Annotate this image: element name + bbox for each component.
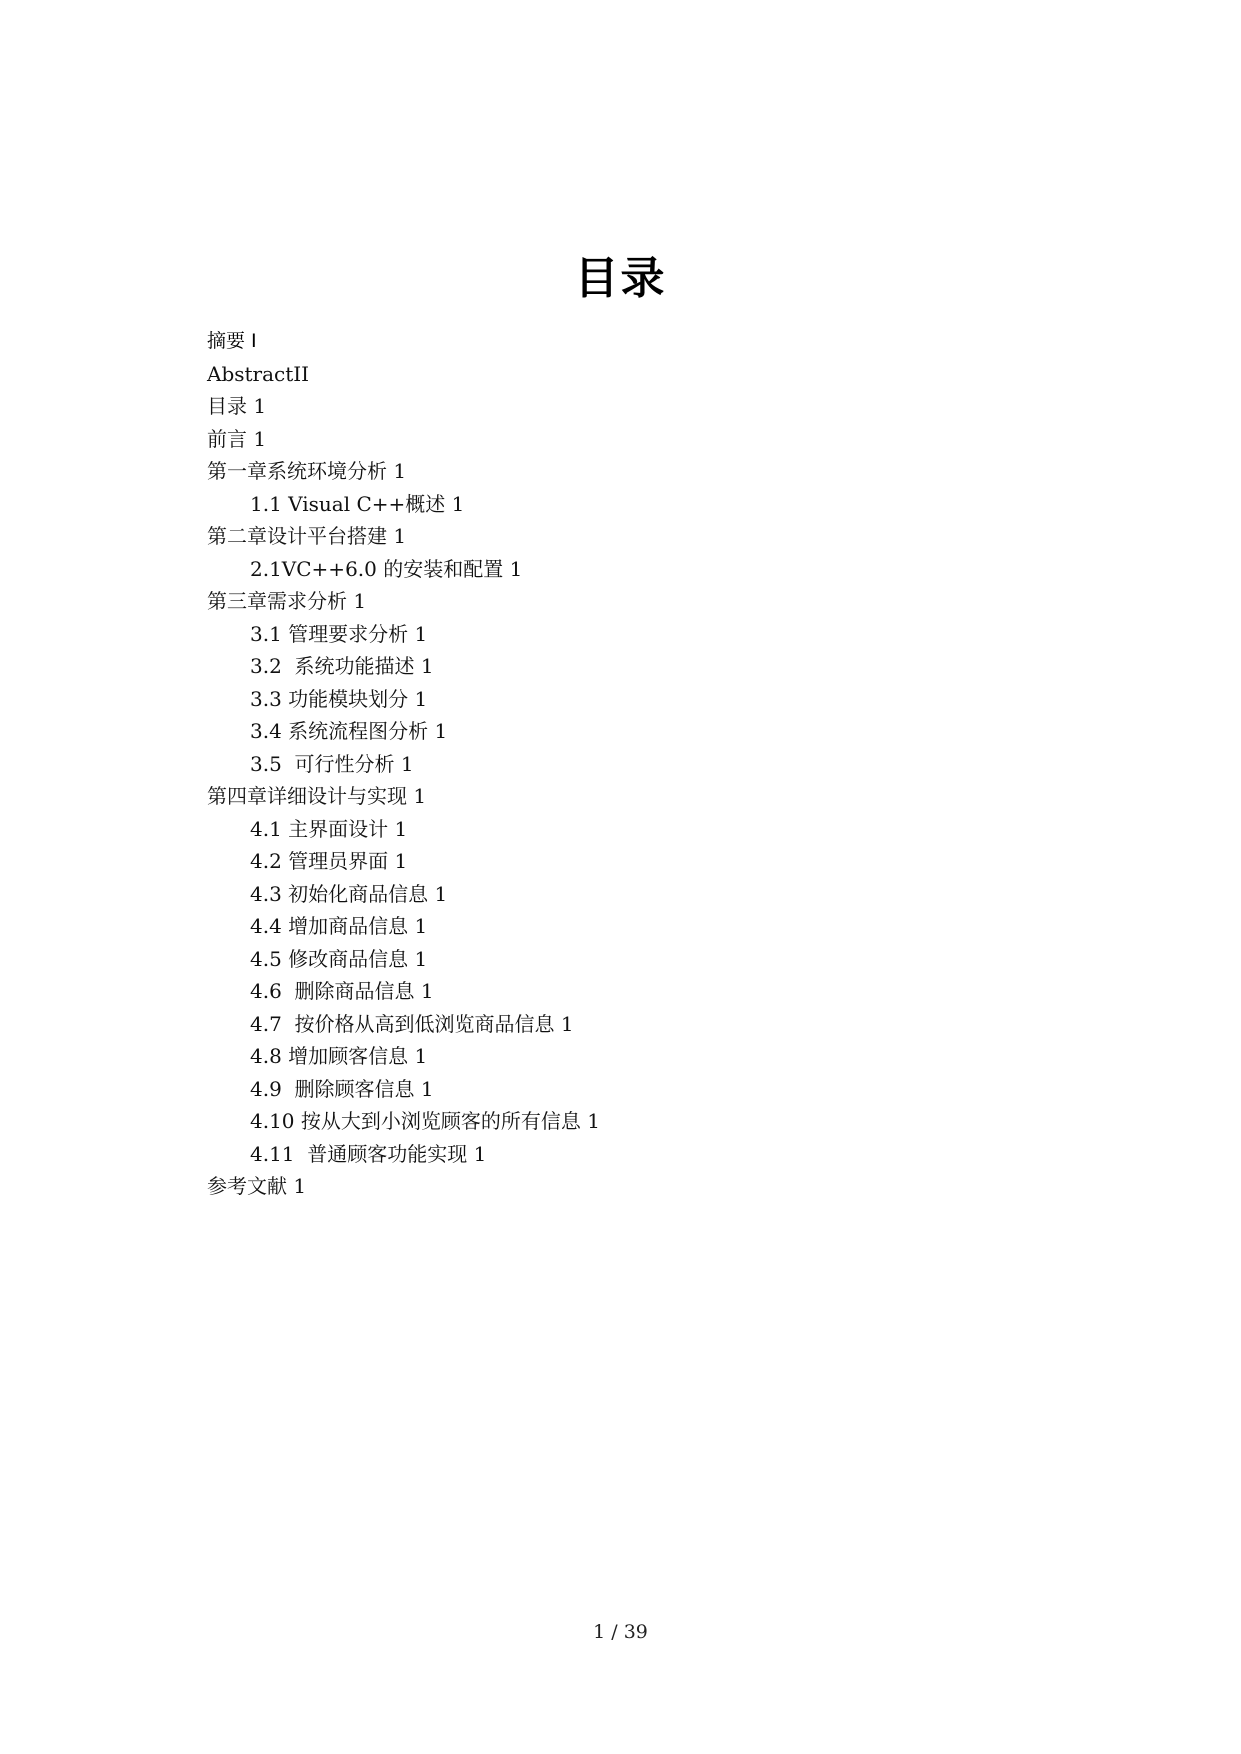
toc-entry[interactable]: 4.11 普通顾客功能实现 1 [250,1141,487,1166]
toc-entry[interactable]: 4.4 增加商品信息 1 [250,914,428,938]
toc-entry[interactable]: 4.7 按价格从高到低浏览商品信息 1 [250,1011,574,1036]
toc-entry[interactable]: 3.3 功能模块划分 1 [250,686,428,711]
toc-entry[interactable]: 第四章详细设计与实现 1 [207,784,427,808]
toc-entry[interactable]: 前言 1 [207,426,267,451]
toc-entry[interactable]: 第三章需求分析 1 [207,589,367,613]
toc-entry[interactable]: AbstractII [207,361,310,386]
toc-entry[interactable]: 参考文献 1 [207,1174,307,1198]
toc-entry[interactable]: 第二章设计平台搭建 1 [207,524,407,548]
toc-entry[interactable]: 2.1VC++6.0 的安装和配置 1 [250,556,523,581]
toc-entry[interactable]: 目录 1 [207,394,267,418]
toc-entry[interactable]: 4.5 修改商品信息 1 [250,946,428,971]
toc-entry[interactable]: 3.4 系统流程图分析 1 [250,719,448,743]
toc-entry[interactable]: 摘要 I [207,330,257,352]
page-number: 1 / 39 [593,1621,648,1643]
toc-entry[interactable]: 4.6 删除商品信息 1 [250,979,434,1003]
toc-entry[interactable]: 4.1 主界面设计 1 [250,816,408,841]
toc-entry[interactable]: 4.10 按从大到小浏览顾客的所有信息 1 [250,1109,600,1133]
toc-entry[interactable]: 第一章系统环境分析 1 [207,459,407,483]
toc-entry[interactable]: 4.8 增加顾客信息 1 [250,1044,428,1068]
toc-entry[interactable]: 4.9 删除顾客信息 1 [250,1076,434,1101]
toc-entry[interactable]: 3.5 可行性分析 1 [250,751,414,776]
toc-entry[interactable]: 1.1 Visual C++概述 1 [250,491,465,516]
toc-entry[interactable]: 3.1 管理要求分析 1 [250,621,428,646]
page-title: 目录 [574,253,667,305]
toc-entry[interactable]: 3.2 系统功能描述 1 [250,654,434,678]
table-of-contents [207,325,1107,1203]
toc-entry[interactable]: 4.3 初始化商品信息 1 [250,881,448,906]
toc-entry[interactable]: 4.2 管理员界面 1 [250,849,408,873]
